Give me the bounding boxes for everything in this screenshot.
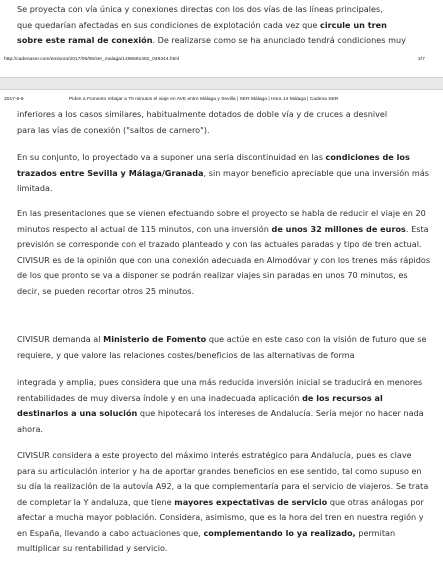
pdf-page-bottom (0, 90, 443, 573)
text-run: CIVISUR demanda al (17, 334, 104, 344)
bold-text: de los recursos al destinarlos a una solución (17, 392, 383, 418)
bold-text: condiciones de los trazados entre Sevilla y Málaga/Granada (17, 152, 410, 178)
text-line: para las vías de conexión ("saltos de carnero"). (17, 124, 210, 135)
page-header-title: Piden a Fomento rebajar a 70 minutos el viaje en AVE entre Málaga y Sevilla | SER Málaga | Hora 14 Málaga | Cadena SER (69, 97, 339, 102)
text-run: que actúe en este caso con la visión de futuro que se requiere, y que valore las relaciones costes/beneficios de las alternativas de forma (17, 334, 427, 360)
paragraph (17, 332, 431, 363)
text-run: CIVISUR considera a este proyecto del máximo interés estratégico para Andalucía, pues es clave para su articulación interior y ha de aportar grandes beneficios en ese sentido, tal como supuso en su día la realización de la autovía A92, a la que complementaría para el servicio de viajeros. Se trata de completar la Y andaluza, que tiene (17, 450, 429, 507)
text-run: que quedarían afectadas en sus condiciones de explotación cada vez que (17, 19, 320, 30)
text-run: permitan multiplicar su rentabilidad y servicio. (17, 527, 396, 553)
text-run: . Esta previsión se corresponde con el trazado planteado y con las actuales paradas y tipo de tren actual. CIVISUR es de la opinión que con una conexión adecuada en Almodóvar y con los trenes más rápidos de los que pronto se va a disponer se podrán realizar viajes sin paradas en unos 70 minutos, es decir, se pueden recortar otros 25 minutos. (17, 223, 431, 296)
text-line: inferiores a los casos similares, habitualmente dotados de doble vía y de cruces a desnivel (17, 109, 388, 119)
bold-text: de unos 32 millones de euros (271, 223, 406, 234)
text-run: que otras análogas por afectar a mucha mayor población. Considera, asimismo, que es la hora del tren en nuestra región y en España, llevando a cabo actuaciones que, (17, 496, 424, 538)
paragraph (17, 448, 431, 557)
page-header-date: 2017-6-6 (4, 97, 24, 102)
text-line (17, 18, 431, 34)
page-number: 2/7 (418, 57, 425, 62)
text-run: . De realizarse como se ha anunciado tendrá condiciones muy (152, 35, 406, 45)
text-run: integrada y amplia, pues considera que una más reducida inversión inicial se traducirá en menores rentabilidades de muy diversa índole y en una inadecuada aplicación (17, 377, 423, 403)
text-run: , sin mayor beneficio apreciable que una inversión más limitada. (17, 167, 430, 193)
paragraph (17, 375, 431, 437)
bold-text: complementando lo ya realizado, (203, 527, 356, 538)
text-run: En su conjunto, lo proyectado va a suponer una seria discontinuidad en las (17, 152, 326, 162)
pdf-page-top (0, 0, 443, 77)
bold-text: sobre este ramal de conexión (17, 35, 153, 45)
bold-text: Ministerio de Fomento (103, 334, 207, 344)
text-line: Se proyecta con vía única y conexiones directas con los dos vías de las líneas principales, (17, 4, 383, 14)
page-separator (0, 77, 443, 90)
paragraph (17, 206, 431, 299)
page-footer-url: http://cadenaser.com/emisora/2017/06/06/ser_malaga/1496681482_048344.html (4, 57, 180, 62)
text-line (17, 33, 431, 49)
text-run: que hipotecará los intereses de Andalucía. Sería mejor no hacer nada ahora. (17, 408, 424, 434)
bold-text: circule un tren (320, 19, 387, 30)
text-run: En las presentaciones que se vienen efectuando sobre el proyecto se habla de reducir el viaje en 20 minutos respecto al actual de 115 minutos, con una inversión (17, 208, 426, 234)
bold-text: mayores expectativas de servicio (174, 496, 328, 507)
paragraph (17, 150, 431, 197)
paragraph-continued (17, 2, 431, 49)
paragraph (17, 107, 431, 138)
